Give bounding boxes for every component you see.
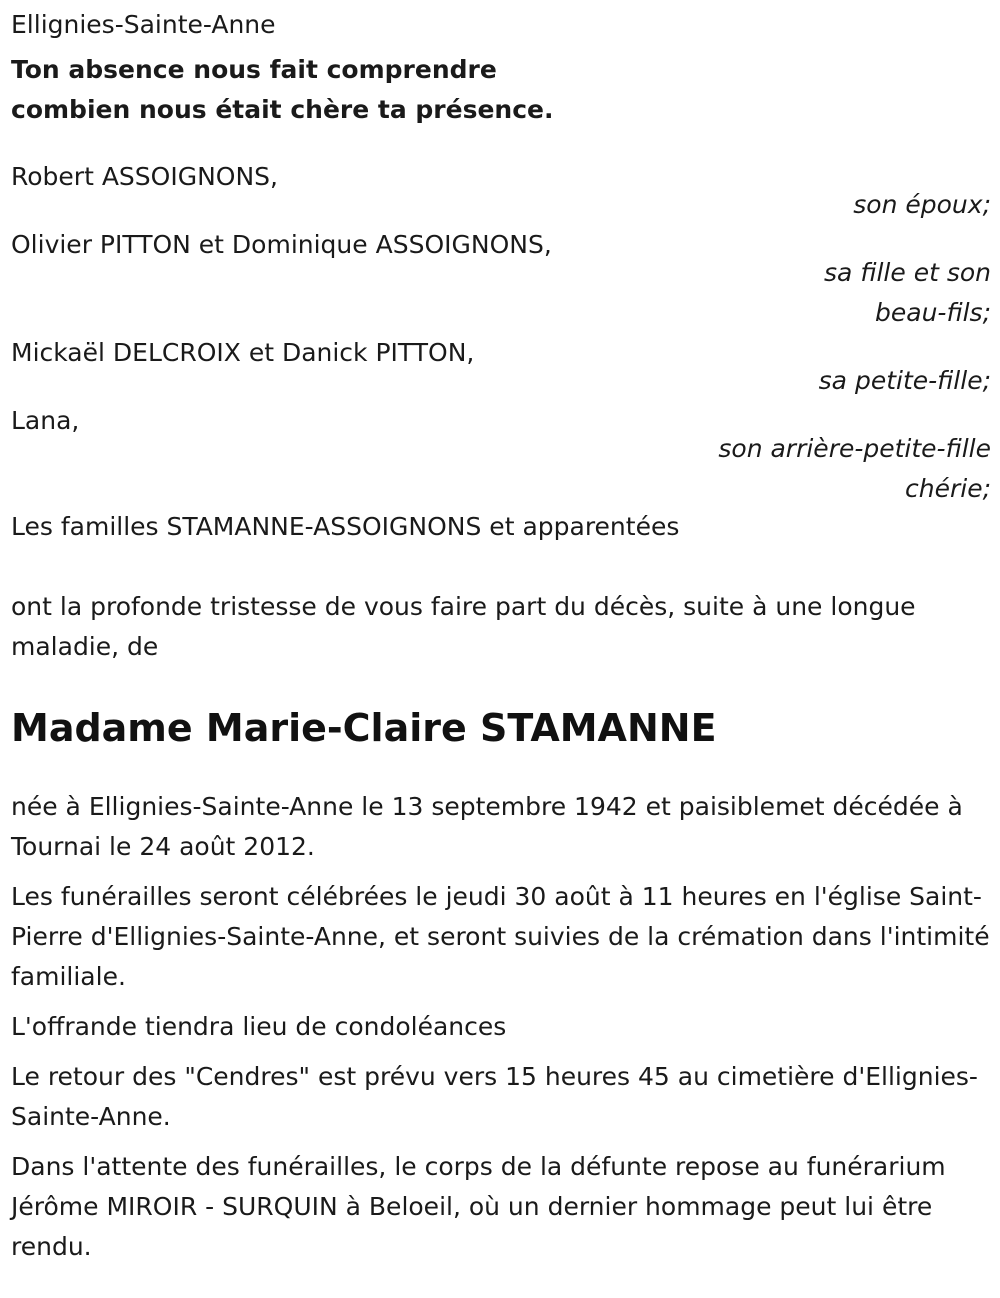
details xyxy=(11,787,991,1267)
family-member-name: Mickaël DELCROIX et Danick PITTON, xyxy=(11,338,475,367)
family-member-name: Lana, xyxy=(11,406,80,435)
quote-line-2: combien nous était chère ta présence. xyxy=(11,95,554,124)
family-list xyxy=(11,157,991,547)
offering-paragraph: L'offrande tiendra lieu de condoléances xyxy=(11,1012,507,1041)
family-member-relation: son époux; xyxy=(853,190,991,219)
family-member-name: Robert ASSOIGNONS, xyxy=(11,162,278,191)
family-member-relation: sa petite-fille; xyxy=(818,366,991,395)
family-entry xyxy=(11,225,991,333)
family-member-name: Olivier PITTON et Dominique ASSOIGNONS, xyxy=(11,230,552,259)
birth-death-paragraph: née à Ellignies-Sainte-Anne le 13 septembre 1942 et paisiblemet décédée à Tournai le 24 août 2012. xyxy=(11,792,963,861)
announcement: ont la profonde tristesse de vous faire part du décès, suite à une longue maladie, de xyxy=(11,592,916,661)
family-entry xyxy=(11,157,991,225)
family-entry xyxy=(11,333,991,401)
funeral-paragraph: Les funérailles seront célébrées le jeudi 30 août à 11 heures en l'église Saint-Pierre d'Ellignies-Sainte-Anne, et seront suivies de la crémation dans l'intimité familiale. xyxy=(11,882,990,991)
ashes-paragraph: Le retour des "Cendres" est prévu vers 15 heures 45 au cimetière d'Ellignies-Sainte-Anne. xyxy=(11,1062,978,1131)
family-member-relation: sa fille et son beau-fils; xyxy=(824,258,991,327)
quote-line-1: Ton absence nous fait comprendre xyxy=(11,55,497,84)
deceased-name: Madame Marie-Claire STAMANNE xyxy=(11,706,717,750)
funerarium-paragraph: Dans l'attente des funérailles, le corps de la défunte repose au funérarium Jérôme MIROIR - SURQUIN à Beloeil, où un dernier hommage peut lui être rendu. xyxy=(11,1152,946,1261)
family-entry xyxy=(11,401,991,509)
closing-family: Les familles STAMANNE-ASSOIGNONS et apparentées xyxy=(11,512,680,541)
family-member-relation: son arrière-petite-fille chérie; xyxy=(718,434,991,503)
place-heading: Ellignies-Sainte-Anne xyxy=(11,10,276,39)
